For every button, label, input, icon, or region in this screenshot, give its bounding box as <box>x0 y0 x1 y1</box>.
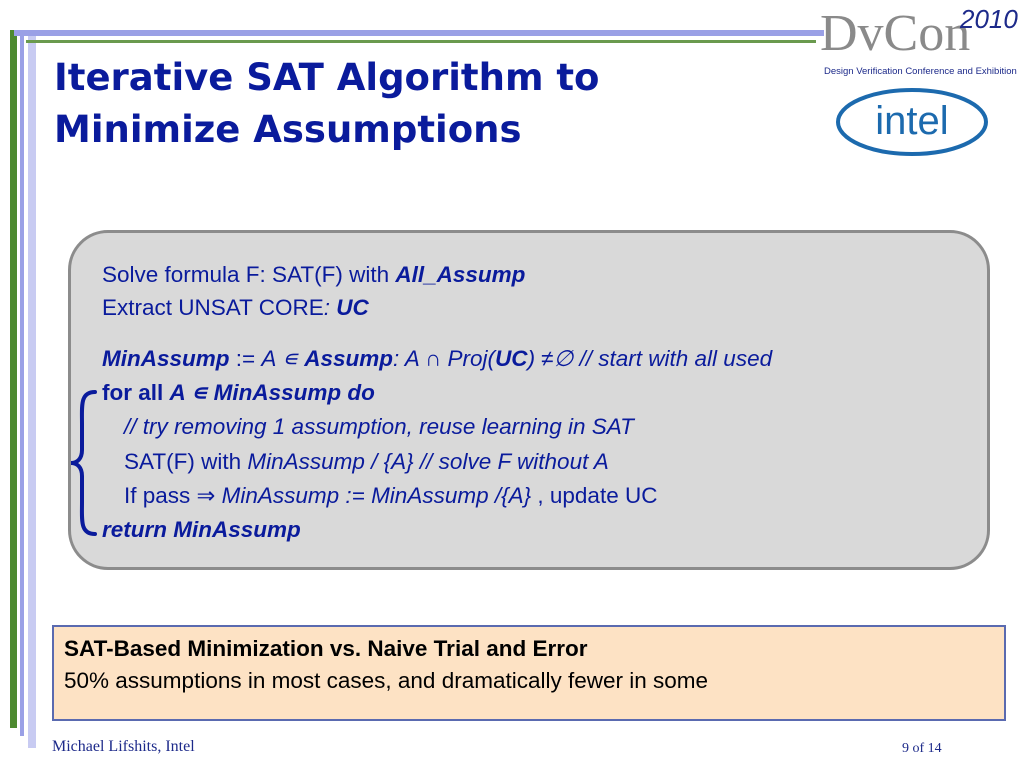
all-assump-term: All_Assump <box>395 262 526 287</box>
algo-line-for-all <box>102 378 375 408</box>
summary-text: 50% assumptions in most cases, and dramatically fewer in some <box>64 668 709 693</box>
a-element-of: A ∊ <box>261 346 305 371</box>
slide-title: Iterative SAT Algorithm to Minimize Assumptions <box>54 56 600 151</box>
min-assump-minus-a: MinAssump / {A} <box>247 449 414 474</box>
update-uc-text: , update UC <box>531 483 658 508</box>
dvcon-wordmark: DvCon <box>820 5 971 62</box>
algo-line-extract-text: Extract UNSAT CORE <box>102 295 324 320</box>
init-comment: // start with all used <box>573 346 773 371</box>
loop-brace <box>68 388 98 538</box>
algo-line-solve-text: Solve formula F: SAT(F) with <box>102 262 396 287</box>
dvcon-logo <box>820 4 1020 80</box>
assump-set: Assump <box>304 346 394 371</box>
min-assump-update: MinAssump := MinAssump /{A} <box>221 483 532 508</box>
dvcon-year: 2010 <box>960 4 1018 34</box>
assign-operator: := <box>229 346 262 371</box>
a-element-of: A ∊ <box>169 380 214 405</box>
algo-line-extract-sep: : <box>323 295 337 320</box>
algo-line-sat-check <box>124 447 609 477</box>
summary-title: SAT-Based Minimization vs. Naive Trial and Error <box>64 636 588 661</box>
loop-rest: MinAssump do <box>213 380 375 405</box>
slide-frame-left-lavender <box>28 36 36 748</box>
algo-line-init <box>102 344 772 374</box>
slide-frame-top-blue <box>14 30 824 36</box>
slide-frame-left-green <box>10 30 17 728</box>
uc-term: UC <box>495 346 528 371</box>
slide-frame-left-blue <box>20 36 24 736</box>
algo-line-solve <box>102 260 525 290</box>
summary-box <box>52 625 1006 721</box>
intel-logo <box>832 82 994 158</box>
algo-line-return: return MinAssump <box>102 517 301 542</box>
algo-line-comment: // try removing 1 assumption, reuse learning in SAT <box>124 414 634 439</box>
not-empty-condition: ) ≠∅ <box>527 346 574 371</box>
page-number: 9 of 14 <box>902 741 942 756</box>
intel-logo-text: intel <box>875 99 949 143</box>
dvcon-tagline: Design Verification Conference and Exhibition <box>824 66 1017 77</box>
algo-line-if-pass <box>124 481 657 511</box>
sat-with-text: SAT(F) with <box>124 449 248 474</box>
algo-line-extract <box>102 293 369 323</box>
solve-comment: // solve F without A <box>413 449 609 474</box>
slide-frame-top-green <box>26 40 816 43</box>
if-pass-text: If pass ⇒ <box>124 483 222 508</box>
for-all-keyword: for all <box>102 380 170 405</box>
proj-expression: : A ∩ Proj( <box>393 346 496 371</box>
min-assump-var: MinAssump <box>102 346 230 371</box>
footer-author: Michael Lifshits, Intel <box>52 738 195 755</box>
uc-term: UC <box>336 295 369 320</box>
